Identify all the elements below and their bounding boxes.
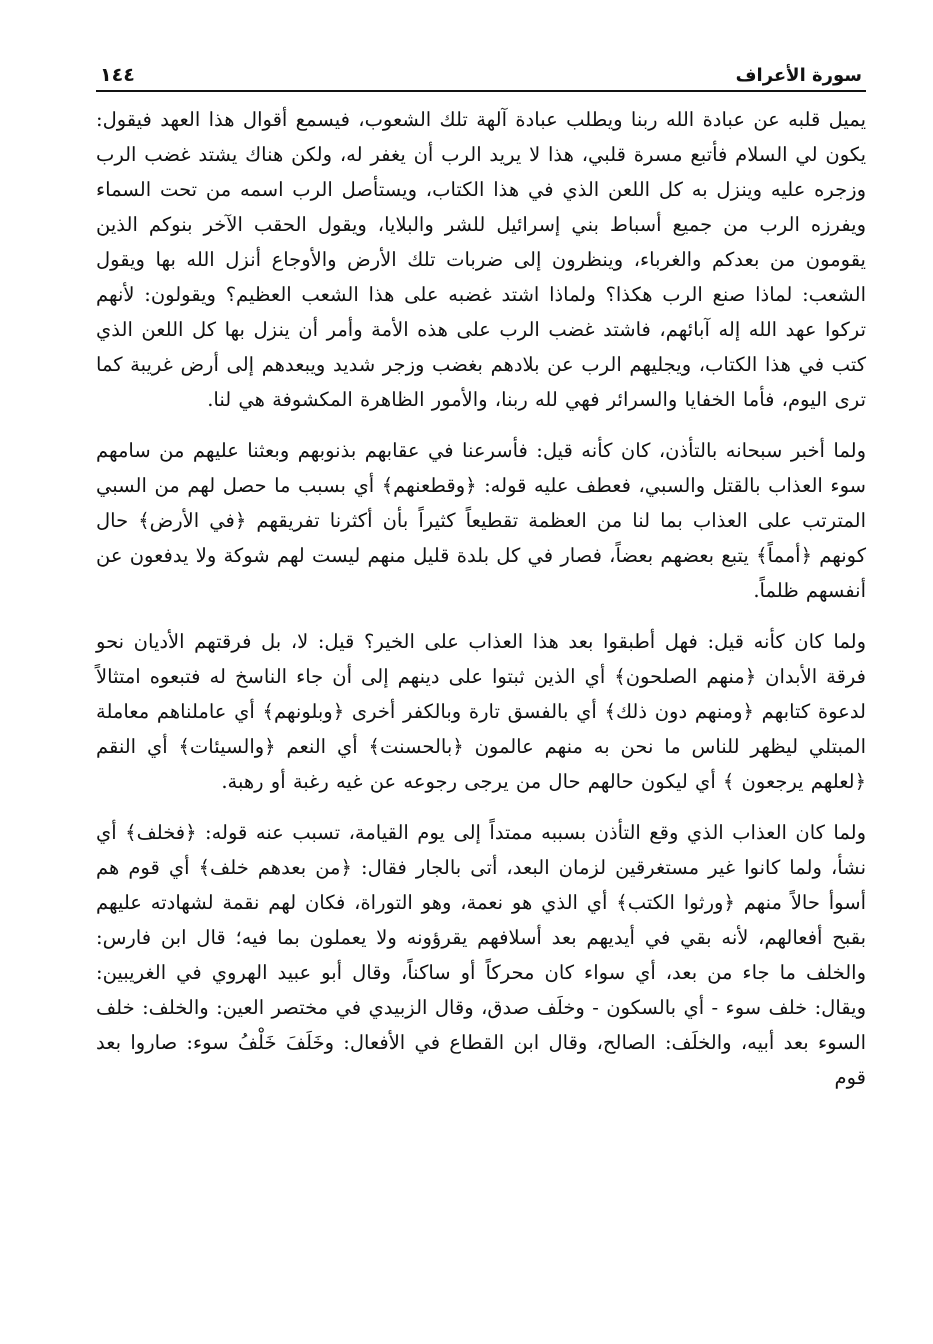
paragraph: ولما كان كأنه قيل: فهل أطبقوا بعد هذا العذاب على الخير؟ قيل: لا، بل فرقتهم الأديان نحو فرقة الأبدان ﴿منهم الصلحون﴾ أي الذين ثبتوا على دينهم إلى أن جاء الناسخ له فتبعوه امتثالاً لدعوة كتابهم ﴿ومنهم دون ذلك﴾ أي بالفسق تارة وبالكفر أخرى ﴿وبلونهم﴾ أي عاملناهم معاملة المبتلي ليظهر للناس ما نحن به منهم عالمون ﴿بالحسنت﴾ أي النعم ﴿والسيئات﴾ أي النقم ﴿لعلهم يرجعون ﴾ أي ليكون حالهم حال من يرجى رجوعه عن غيه رغبة أو رهبة. — [96, 630, 866, 793]
document-page — [96, 54, 866, 1111]
paragraph: ولما كان العذاب الذي وقع التأذن بسببه ممتداً إلى يوم القيامة، تسبب عنه قوله: ﴿فخلف﴾ أي نشأ، ولما كانوا غير مستغرقين لزمان البعد، أتى بالجار فقال: ﴿من بعدهم خلف﴾ أي قوم هم أسوأ حالاً منهم ﴿ورثوا الكتب﴾ أي الذي هو نعمة، وهو التوراة، فكان لهم نقمة لشهادته عليهم بقبح أفعالهم، لأنه بقي في أيديهم بعد أسلافهم يقرؤونه ولا يعملون بما فيه؛ قال ابن فارس: والخلف ما جاء من بعد، أي سواء كان محركاً أو ساكناً، وقال أبو عبيد الهروي في الغريبين: ويقال: خلف سوء - أي بالسكون - وخلَف صدق، وقال الزبيدي في مختصر العين: والخلف: خلف السوء بعد أبيه، والخلَف: الصالح، وقال ابن القطاع في الأفعال: وخَلَفَ خَلْفُ سوء: صاروا بعد قوم — [96, 821, 867, 1089]
page-number: ١٤٤ — [100, 64, 135, 86]
paragraph: يميل قلبه عن عبادة الله ربنا ويطلب عبادة آلهة تلك الشعوب، فيسمع أقوال هذا العهد فيقول: يكون لي السلام فأتبع مسرة قلبي، هذا لا يريد الرب أن يغفر له، ولكن هناك يشتد غضب الرب وزجره عليه وينزل به كل اللعن الذي في هذا الكتاب، ويستأصل الرب اسمه من تحت السماء ويفرزه الرب من جميع أسباط بني إسرائيل للشر والبلايا، ويقول الحقب الآخر بنوكم الذين يقومون من بعدكم والغرباء، وينظرون إلى ضربات تلك الأرض والأوجاع أنزل الله بها ويقول الشعب: لماذا صنع الرب هكذا؟ ولماذا اشتد غضبه على هذا الشعب العظيم؟ ويقولون: لأنهم تركوا عهد الله إله آبائهم، فاشتد غضب الرب على هذه الأمة وأمر أن ينزل بها كل اللعن الذي كتب في هذا الكتاب، ويجليهم الرب عن بلادهم بغضب وزجر شديد ويبعدهم إلى أرض غريبة كما ترى اليوم، فأما الخفايا والسرائر فهي لله ربنا، والأمور الظاهرة المكشوفة هي لنا. — [96, 108, 866, 411]
paragraph: ولما أخبر سبحانه بالتأذن، كان كأنه قيل: فأسرعنا في عقابهم بذنوبهم وبعثنا عليهم من سامهم سوء العذاب بالقتل والسبي، فعطف عليه قوله: ﴿وقطعنهم﴾ أي بسبب ما حصل لهم من السبي المترتب على العذاب بما لنا من العظمة تقطيعاً كثيراً بأن أكثرنا تفريقهم ﴿في الأرض﴾ حال كونهم ﴿أمماً﴾ يتبع بعضهم بعضاً، فصار في كل بلدة قليل منهم ليست لهم شوكة ولا يدفعون عن أنفسهم ظلماً. — [96, 439, 866, 602]
chapter-title: سورة الأعراف — [735, 65, 862, 86]
body-text — [96, 102, 866, 1095]
page-header — [96, 54, 866, 92]
